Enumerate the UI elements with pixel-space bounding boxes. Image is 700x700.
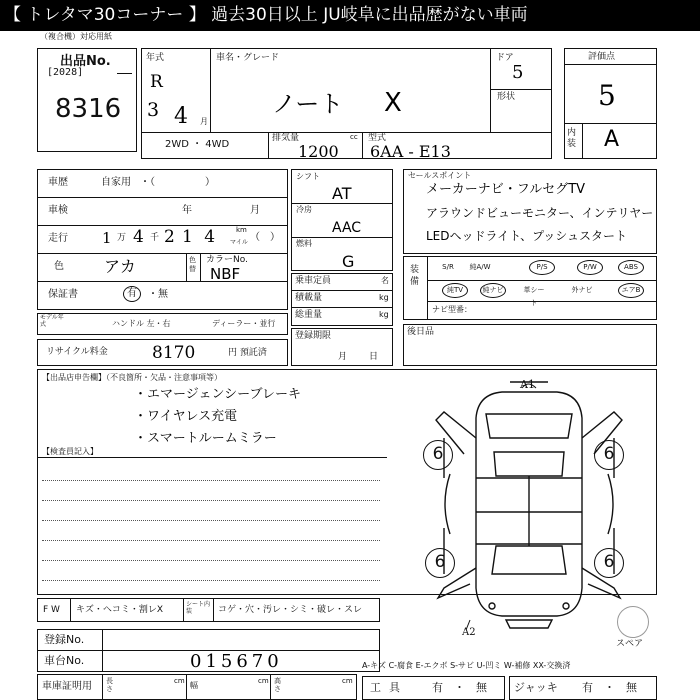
spare-label: スペア (616, 639, 644, 649)
tools-sep: ・ (454, 681, 465, 694)
mileage-man-unit: 万 (117, 233, 127, 243)
sales-point-3: LEDヘッドライト、プッシュスタート (426, 229, 627, 243)
diagram-front-label: A1 (520, 378, 535, 391)
cert-label: 車庫証明用 (42, 681, 92, 692)
mileage-label: 走行 (48, 233, 68, 244)
year-era: R (150, 72, 163, 92)
cert-height-unit: cm (342, 677, 353, 685)
jack-label: ジャッキ (514, 681, 558, 694)
jack-yes: 有 (582, 681, 593, 694)
cert-length: 長さ (106, 677, 113, 693)
model-year-label: モデル年式 (40, 314, 64, 328)
tire-front-left: 6 (423, 440, 453, 470)
lot-number: 8316 (55, 94, 122, 124)
mileage-thou: 4 (133, 227, 144, 247)
diagram-rear-label: A2 (462, 627, 476, 638)
damage-legend: A-キズ C-腐食 E-エクボ S-サビ U-凹ミ W-補修 XX-交換済 (362, 661, 571, 670)
shape-label: 形状 (497, 92, 516, 102)
fuel-value: G (342, 252, 355, 271)
gross-label: 総重量 (295, 310, 323, 320)
sales-point-2: アラウンドビューモニター、インテリヤー (426, 206, 654, 220)
cert-width-unit: cm (258, 677, 269, 685)
sales-point-1: メーカーナビ・フルセグTV (426, 182, 586, 197)
register-limit-label: 登録期限 (295, 331, 332, 341)
navi-model-label: ナビ型番： (432, 305, 472, 314)
ac-label: 冷房 (296, 205, 312, 214)
type-value: 6AA - E13 (370, 142, 451, 161)
lot-code: [2028] (47, 67, 84, 78)
history-value: 自家用 (101, 177, 131, 188)
seat-label: シート内装 (186, 601, 211, 616)
mileage-mile: マイル (230, 239, 248, 246)
chassis-value: 015670 (190, 651, 283, 672)
tire-rear-right: 6 (594, 548, 624, 578)
color-label: 色 (54, 261, 64, 272)
fuel-label: 燃料 (296, 239, 312, 248)
jack-no: 無 (626, 681, 637, 694)
mileage-rest: 1 4 (182, 227, 219, 247)
color-value: アカ (104, 257, 136, 276)
equipment-label: 装備 (410, 265, 420, 287)
displacement-value: 1200 (298, 142, 339, 161)
cert-width: 幅 (190, 681, 198, 690)
recycle-value: 8170 (152, 343, 196, 363)
mileage-man: 1 (102, 229, 112, 247)
form-remark: （複合機）対応用紙 (40, 32, 112, 41)
equip-pw: P/W (577, 260, 603, 275)
lot-label: 出品No. (60, 54, 111, 69)
model-grade: X (384, 88, 402, 118)
inspector-label: 【検査員記入】 (42, 447, 98, 456)
displacement-unit: cc (350, 133, 358, 141)
rating-label: 評価点 (588, 52, 616, 62)
drive-option: 2WD ・ 4WD (165, 139, 230, 150)
seat-text: コゲ・穴・汚レ・シミ・破レ・スレ (218, 605, 363, 615)
chassis-label: 車台No. (44, 654, 85, 667)
equip-sr: S/R (442, 263, 454, 271)
color-code: NBF (210, 265, 241, 283)
equip-leather: 革シート (523, 286, 545, 307)
registration-no-label: 登録No. (44, 633, 85, 646)
equip-ext-navi: 外ナビ (571, 286, 593, 294)
capacity-unit: 名 (381, 276, 389, 285)
sales-points-label: セールスポイント (408, 171, 472, 180)
equip-ps: P/S (529, 260, 555, 275)
handle-option: ハンドル 左・右 (112, 319, 171, 328)
jack-sep: ・ (604, 681, 615, 694)
declaration-item-1: ・エマージェンシーブレーキ (134, 387, 301, 402)
mileage-km: km (236, 226, 247, 234)
cert-length-unit: cm (174, 677, 185, 685)
year-month-unit: 月 (200, 117, 208, 126)
register-limit-unit: 月日 (338, 352, 401, 362)
later-label: 後日品 (407, 327, 435, 337)
year-label: 年式 (146, 53, 165, 63)
declaration-label: 【出品店申告欄】（不良箇所・欠品・注意事項等） (42, 373, 222, 382)
fw-text: キズ・ヘコミ・割レX (76, 605, 163, 615)
later-box (403, 324, 657, 366)
mileage-paren: （ ） (250, 232, 280, 243)
recycle-label: リサイクル料金 (46, 347, 108, 357)
model-label: 車名・グレード (216, 53, 280, 63)
equip-tv: 純TV (442, 283, 468, 298)
cert-height: 高さ (274, 677, 281, 693)
spare-tire-icon (617, 606, 649, 638)
doors-label: ドア (496, 53, 514, 63)
dealer-option: ディーラー・並行 (212, 319, 276, 328)
declaration-item-2: ・ワイヤレス充電 (134, 409, 238, 424)
tire-front-right: 6 (594, 440, 624, 470)
mileage-thou-unit: 千 (150, 233, 160, 243)
gross-unit: kg (379, 310, 389, 319)
warranty-no: 無 (158, 289, 168, 300)
fw-label: F W (43, 605, 60, 615)
recycle-unit: 円 預託済 (228, 348, 267, 358)
load-label: 積載量 (295, 293, 323, 303)
banner: 【 トレタマ30コーナー 】 過去30日以上 JU岐阜に出品歴がない車両 (0, 0, 700, 31)
warranty-yes: 有 (123, 286, 141, 302)
shift-value: AT (332, 184, 352, 203)
load-unit: kg (379, 293, 389, 302)
warranty-label: 保証書 (48, 289, 78, 300)
type-label: 型式 (368, 133, 387, 143)
equip-navi: 純ナビ (480, 283, 506, 298)
displacement-label: 排気量 (272, 133, 300, 143)
equip-aw: 純A/W (469, 263, 491, 271)
color-code-label: カラーNo. (206, 255, 248, 265)
model-name: ノート (272, 90, 344, 118)
interior-score: A (604, 127, 620, 152)
history-label: 車歴 (48, 177, 68, 188)
shift-label: シフト (296, 172, 320, 181)
equip-abs: ABS (618, 260, 644, 275)
equip-airbag: エアB (618, 283, 644, 298)
warranty-sep: ・ (148, 289, 158, 300)
ac-value: AAC (332, 220, 362, 236)
interior-label: 内装 (567, 128, 577, 149)
rating-score: 5 (598, 79, 616, 112)
capacity-label: 乗車定員 (295, 276, 332, 286)
declaration-item-3: ・スマートルームミラー (134, 431, 277, 446)
inspection-label: 車検 (48, 205, 68, 216)
car-damage-diagram (410, 378, 650, 638)
tools-label: 工具 (370, 681, 408, 694)
history-other: ・（ ） (140, 177, 215, 188)
tire-rear-left: 6 (425, 548, 455, 578)
year-month: 4 (174, 104, 188, 129)
inspection-year: 年 (182, 205, 192, 216)
tools-yes: 有 (432, 681, 443, 694)
doors-value: 5 (512, 62, 524, 83)
mileage-hyaku: 2 (164, 227, 175, 247)
inspection-month: 月 (250, 205, 260, 216)
tools-no: 無 (476, 681, 487, 694)
color-change-label: 色替 (189, 256, 196, 274)
year-value: 3 (147, 99, 160, 121)
